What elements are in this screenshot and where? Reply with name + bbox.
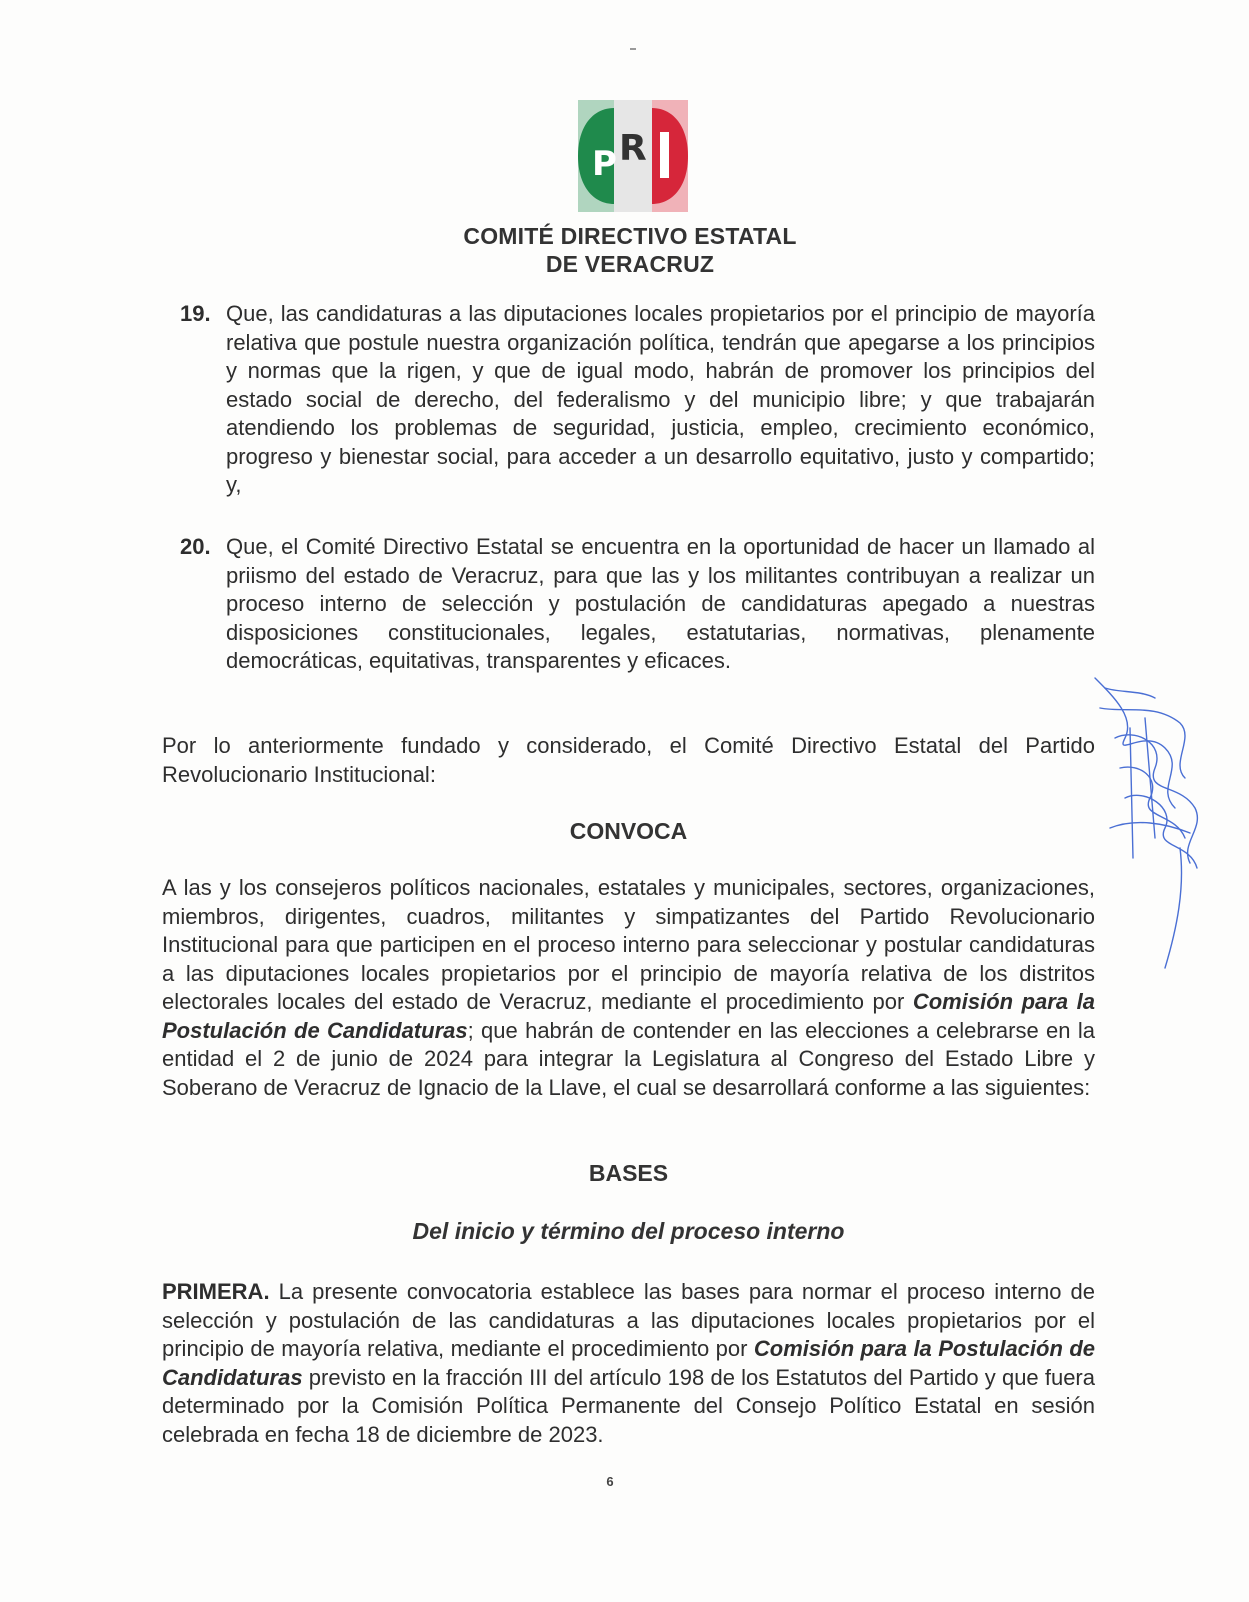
committee-header	[380, 222, 880, 278]
bases-heading: BASES	[588, 1160, 669, 1186]
convoca-emphasis: Comisión para la Postulación de Candidaturas	[162, 989, 1095, 1043]
header-line-2: DE VERACRUZ	[545, 251, 715, 277]
convoca-paragraph	[162, 874, 1095, 1102]
convoca-heading: CONVOCA	[569, 818, 688, 844]
handwritten-signature	[1085, 668, 1215, 988]
item-text: Que, las candidaturas a las diputaciones locales propietarios por el principio de mayoría relativa que postule nuestra organización política, tendrán que apegarse a los principios y normas que la rigen, y que de igual modo, habrán de promover los principios del estado social de derecho, del federalismo y del municipio libre; y que trabajarán atendiendo los problemas de seguridad, justicia, empleo, crecimiento económico, progreso y bienestar social, para acceder a un desarrollo equitativo, justo y compartido; y,	[226, 301, 1095, 497]
convoca-text-part-2: ; que habrán de contender en las elecciones a celebrarse en la entidad el 2 de junio de 2024 para integrar la Legislatura al Congreso del Estado Libre y Soberano de Veracruz de Ignacio de la Llave, el cual se desarrollará conforme a las siguientes:	[162, 1017, 1095, 1100]
svg-text:R: R	[619, 128, 647, 169]
primera-text-part-2: previsto en la fracción III del artículo 198 de los Estatutos del Partido y que fuera determinado por la Comisión Política Permanente del Consejo Político Estatal en sesión celebrada en fecha 18 de diciembre de 2023.	[162, 1364, 1095, 1447]
item-number: 20.	[180, 534, 211, 559]
scan-mark	[630, 48, 636, 50]
item-number: 19.	[180, 301, 211, 326]
numbered-item-19	[180, 300, 1095, 500]
numbered-item-20	[180, 533, 1095, 676]
intro-paragraph: Por lo anteriormente fundado y considerado, el Comité Directivo Estatal del Partido Revolucionario Institucional:	[162, 733, 1095, 787]
primera-paragraph	[162, 1278, 1095, 1449]
svg-text:P: P	[592, 144, 617, 184]
bases-subheading: Del inicio y término del proceso interno	[412, 1218, 845, 1244]
header-line-1: COMITÉ DIRECTIVO ESTATAL	[463, 223, 797, 249]
pri-logo	[578, 100, 688, 212]
convoca-text-part-1: A las y los consejeros políticos nacionales, estatales y municipales, sectores, organizaciones, miembros, dirigentes, cuadros, militantes y simpatizantes del Partido Revolucionario Institucional para que participen en el proceso interno para seleccionar y postular candidaturas a las diputaciones locales propietarios por el principio de mayoría relativa de los distritos electorales locales del estado de Veracruz, mediante el procedimiento por	[162, 875, 1095, 1014]
primera-label: PRIMERA.	[162, 1279, 270, 1304]
page-number: 6	[606, 1474, 614, 1489]
item-text: Que, el Comité Directivo Estatal se encuentra en la oportunidad de hacer un llamado al priismo del estado de Veracruz, para que las y los militantes contribuyan a realizar un proceso interno de selección y postulación de candidaturas apegado a nuestras disposiciones constitucionales, legales, estatutarias, normativas, plenamente democráticas, equitativas, transparentes y eficaces.	[226, 534, 1095, 673]
primera-emphasis: Comisión para la Postulación de Candidaturas	[162, 1336, 1095, 1390]
primera-text-part-1: La presente convocatoria establece las bases para normar el proceso interno de selección y postulación de las candidaturas a las diputaciones locales propietarios por el principio de mayoría relativa, mediante el procedimiento por	[162, 1279, 1095, 1361]
